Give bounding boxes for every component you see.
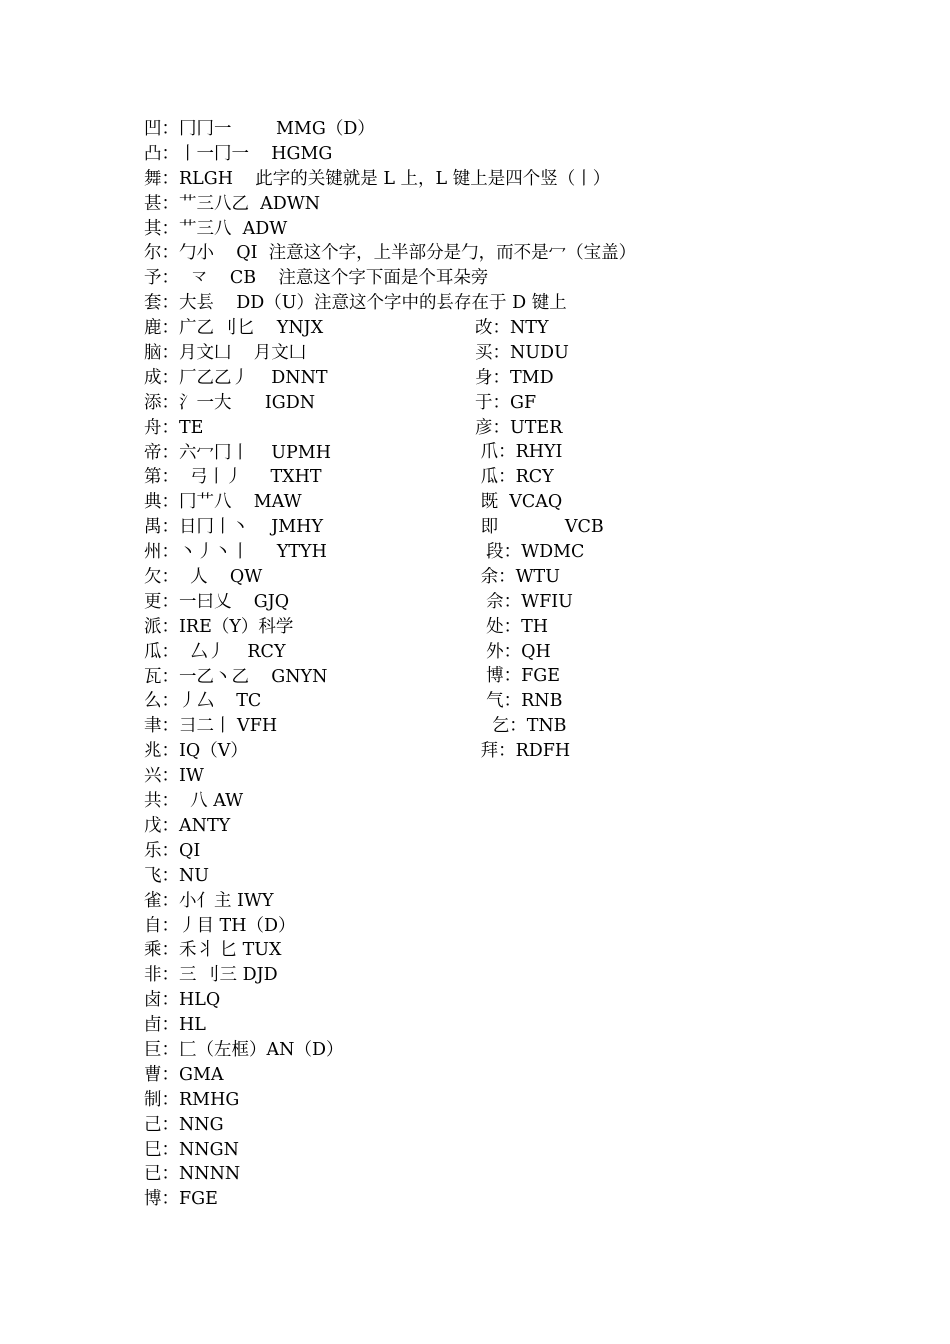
right-text-line: 爪：RHYI xyxy=(475,442,563,463)
left-text-line: 飞：NU xyxy=(144,865,210,886)
left-text-line: 已：NNNN xyxy=(144,1164,241,1185)
right-text-line: 乞：TNB xyxy=(475,716,567,737)
right-text-line: 外：QH xyxy=(475,641,551,662)
left-text-line: 瓦：一乙丶乙 GNYN xyxy=(144,666,328,687)
left-text-line: 聿：彐二丨 VFH xyxy=(144,716,278,737)
right-text-line: 既 VCAQ xyxy=(475,492,563,513)
left-text-line: 鹿：广乙 刂匕 YNJX xyxy=(144,318,324,339)
left-text-line: 凹：冂冂一 MMG（D） xyxy=(144,119,375,139)
left-text-line: 博：FGE xyxy=(144,1189,218,1210)
left-text-line: 欠： 人 QW xyxy=(144,567,263,588)
left-text-line: 脑：月文凵 月文凵 xyxy=(144,343,307,364)
left-text-line: 其：艹三八 ADW xyxy=(144,218,288,239)
left-text-line: 成：厂乙乙丿 DNNT xyxy=(144,367,328,388)
left-text-line: 甚：艹三八乙 ADWN xyxy=(144,193,321,214)
right-text-line: 段：WDMC xyxy=(475,542,585,563)
left-text-line: 帝：六冖冂丨 UPMH xyxy=(144,442,331,463)
left-text-line: 禺：日冂丨丶 JMHY xyxy=(144,517,323,538)
right-text-line: 瓜：RCY xyxy=(475,467,554,488)
right-text-line: 处：TH xyxy=(475,616,549,637)
left-text-line: 瓜： 厶丿 RCY xyxy=(144,641,286,662)
left-text-line: 第： 弓丨丿 TXHT xyxy=(144,467,322,488)
left-text-line: 乘：禾丬 匕 TUX xyxy=(144,940,282,961)
left-text-line: 尔：勹小 QI 注意这个字，上半部分是勹，而不是冖（宝盖） xyxy=(144,243,637,264)
right-text-line: 博：FGE xyxy=(475,666,561,687)
left-text-line: 卤：HLQ xyxy=(144,990,221,1011)
left-text-line: 州：丶丿丶丨 YTYH xyxy=(144,542,327,563)
right-text-line: 气：RNB xyxy=(475,691,563,712)
left-text-line: 兴：IW xyxy=(144,766,204,787)
left-text-line: 巳：NNGN xyxy=(144,1139,239,1160)
left-text-line: 么：丿厶 TC xyxy=(144,691,262,712)
right-text-line: 改：NTY xyxy=(475,318,549,338)
left-text-line: 套：大镸 DD（U）注意这个字中的镸存在于 D 键上 xyxy=(144,293,567,314)
right-text-line: 即 VCB xyxy=(475,517,604,538)
left-text-line: 予： 龴 CB 注意这个字下面是个耳朵旁 xyxy=(144,268,489,289)
right-text-line: 佘：WFIU xyxy=(475,591,573,612)
left-text-line: 己：NNG xyxy=(144,1114,224,1135)
left-text-line: 戊：ANTY xyxy=(144,815,231,836)
left-text-line: 更：一曰乂 GJQ xyxy=(144,591,290,612)
right-column xyxy=(475,316,875,764)
left-text-line: 典：冂艹八 MAW xyxy=(144,492,302,513)
right-text-line: 买：NUDU xyxy=(475,342,569,363)
left-text-line: 制：RMHG xyxy=(144,1089,240,1110)
left-text-line: 曹：GMA xyxy=(144,1064,224,1085)
left-text-line: 凸：丨一冂一 HGMG xyxy=(144,143,333,164)
right-text-line: 彦：UTER xyxy=(475,417,563,438)
left-text-line: 乐：QI xyxy=(144,840,201,861)
left-text-line: 巨：匚（左框）AN（D） xyxy=(144,1039,344,1060)
left-text-line: 卣：HL xyxy=(144,1015,206,1036)
left-text-line: 共： 八 AW xyxy=(144,791,244,812)
right-text-line: 身：TMD xyxy=(475,367,554,388)
left-text-line: 舟：TE xyxy=(144,417,204,438)
right-text-line: 拜：RDFH xyxy=(475,741,571,762)
left-text-line: 添：氵一大 IGDN xyxy=(144,392,316,413)
left-text-line: 兆：IQ（V） xyxy=(144,741,248,762)
left-text-line: 非：三 刂三 DJD xyxy=(144,965,278,986)
left-text-line: 自：丿目 TH（D） xyxy=(144,915,296,936)
left-text-line: 雀：小亻主 IWY xyxy=(144,890,274,911)
left-text-line: 派：IRE（Y）科学 xyxy=(144,616,294,637)
left-text-line: 舞：RLGH 此字的关键就是 L 上，L 键上是四个竖（丨） xyxy=(144,168,611,189)
right-text-line: 于：GF xyxy=(475,392,537,413)
right-text-line: 余：WTU xyxy=(475,566,560,587)
